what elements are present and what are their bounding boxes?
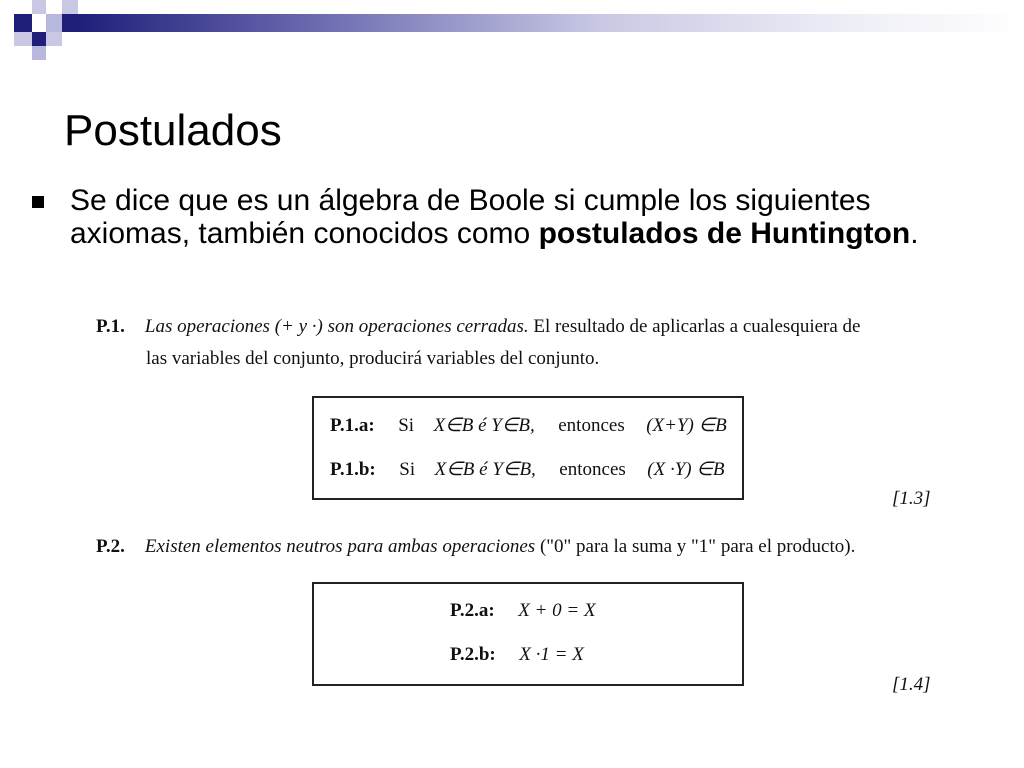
p2-rest: ("0" para la suma y "1" para el producto).: [535, 536, 856, 557]
decor-square: [32, 46, 46, 60]
decor-square: [62, 0, 78, 14]
p2-formula-box: [312, 582, 744, 686]
p1b-label: P.1.b:: [330, 459, 376, 480]
p1-italic-text: Las operaciones (+ y ·) son operaciones cerradas.: [144, 316, 529, 337]
p1-rest-line1: El resultado de aplicarlas a cualesquiera de: [528, 316, 861, 337]
decor-square: [46, 14, 62, 32]
p1-label: P.1.: [96, 316, 125, 337]
p1-line1: [96, 316, 956, 338]
p1a-label: P.1.a:: [330, 415, 375, 436]
decor-square: [62, 14, 78, 32]
decor-square: [14, 32, 32, 46]
slide-title: Postulados: [64, 106, 282, 155]
p1a-cond: X∈B é Y∈B,: [433, 415, 535, 436]
bullet-text-bold: postulados de Huntington: [538, 217, 911, 250]
p1a-result: (X+Y) ∈B: [646, 415, 727, 436]
p2b-row: [450, 644, 584, 666]
bullet-text-part1: Se dice que es un álgebra de Boole si cumple los siguientes axiomas, también conocidos como: [70, 184, 871, 250]
p2b-label: P.2.b:: [450, 644, 496, 665]
p2-italic-text: Existen elementos neutros para ambas operaciones: [144, 536, 536, 557]
bullet-square-icon: [32, 196, 44, 208]
p1b-si: Si: [399, 459, 416, 480]
p1a-then: entonces: [558, 415, 625, 436]
p1b-cond: X∈B é Y∈B,: [434, 459, 536, 480]
p1b-row: [330, 458, 725, 481]
decor-square: [32, 0, 46, 14]
p2a-row: [450, 600, 596, 622]
p2-label: P.2.: [96, 536, 125, 557]
top-gradient-bar: [78, 14, 1024, 32]
p1-equation-ref: [1.3]: [892, 488, 931, 509]
p2-equation-ref: [1.4]: [892, 674, 931, 695]
decor-square: [32, 32, 46, 46]
bullet-text-part2: .: [910, 217, 919, 250]
bullet-text: [70, 184, 970, 250]
p2b-eq: X ·1 = X: [519, 644, 584, 665]
p2-line1: [96, 536, 976, 558]
p1-formula-box: [312, 396, 744, 500]
decor-square: [46, 32, 62, 46]
p1b-then: entonces: [559, 459, 626, 480]
p2a-label: P.2.a:: [450, 600, 495, 621]
p1a-si: Si: [398, 415, 415, 436]
p1-line2: las variables del conjunto, producirá variables del conjunto.: [146, 348, 600, 369]
p1b-result: (X ·Y) ∈B: [647, 459, 725, 480]
p2a-eq: X + 0 = X: [518, 600, 596, 621]
decor-square: [14, 14, 32, 32]
p1a-row: [330, 414, 727, 437]
